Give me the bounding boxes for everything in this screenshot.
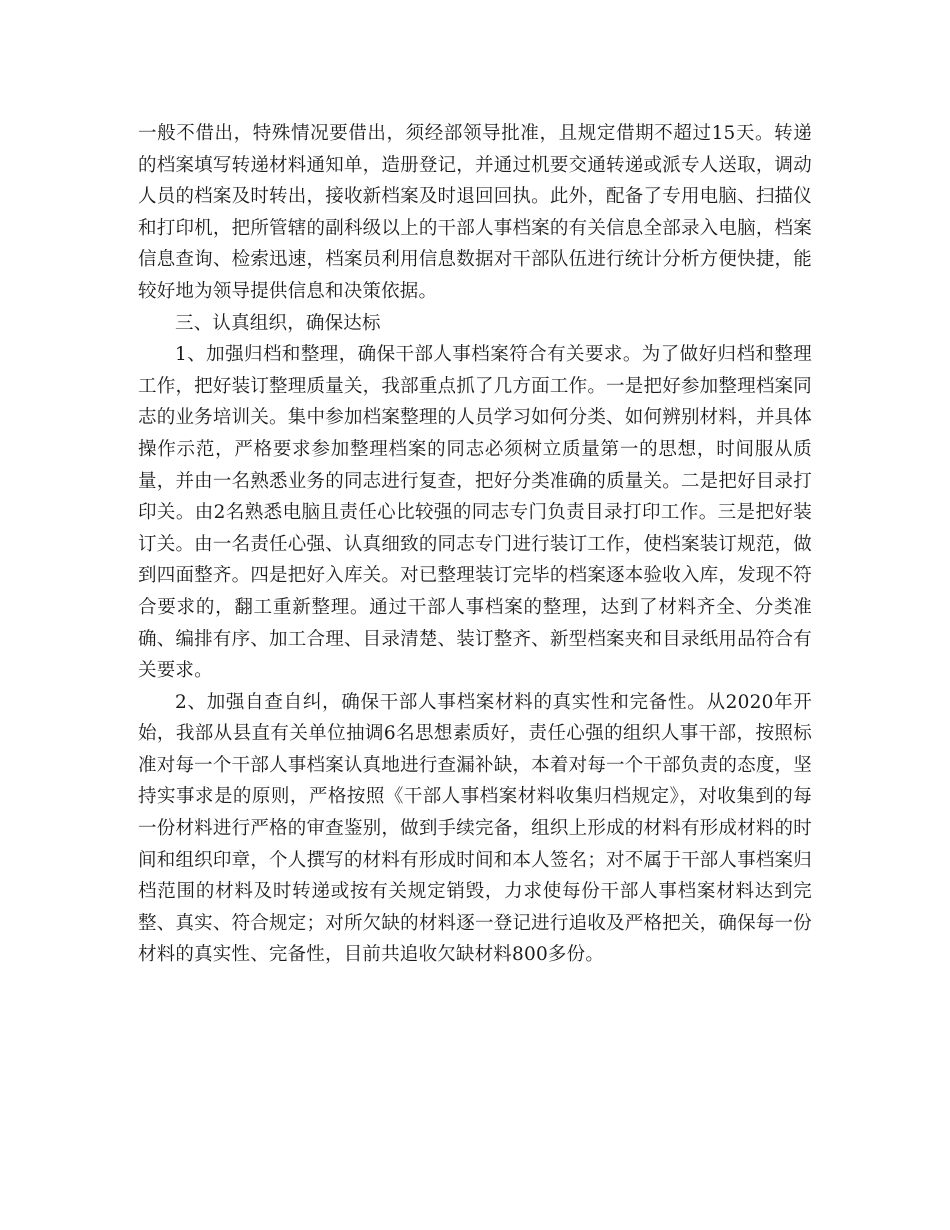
paragraph-filing-and-sorting: 1、加强归档和整理，确保干部人事档案符合有关要求。为了做好归档和整理工作，把好装订整理质量关，我部重点抓了几方面工作。一是把好参加整理档案同志的业务培训关。集中参加档案整理的人员学习如何分类、如何辨别材料，并具体操作示范，严格要求参加整理档案的同志必须树立质量第一的思想，时间服从质量，并由一名熟悉业务的同志进行复查，把好分类准确的质量关。二是把好目录打印关。由2名熟悉电脑且责任心比较强的同志专门负责目录打印工作。三是把好装订关。由一名责任心强、认真细致的同志专门进行装订工作，使档案装订规范，做到四面整齐。四是把好入库关。对已整理装订完毕的档案逐本验收入库，发现不符合要求的，翻工重新整理。通过干部人事档案的整理，达到了材料齐全、分类准确、编排有序、加工合理、目录清楚、装订整齐、新型档案夹和目录纸用品符合有关要求。 [138,344,812,682]
paragraph-self-inspection: 2、加强自查自纠，确保干部人事档案材料的真实性和完备性。从2020年开始，我部从县直有关单位抽调6名思想素质好，责任心强的组织人事干部，按照标准对每一个干部人事档案认真地进行查漏补缺，本着对每一个干部负责的态度，坚持实事求是的原则，严格按照《干部人事档案材料收集归档规定》，对收集到的每一份材料进行严格的审查鉴别，做到手续完备，组织上形成的材料有形成材料的时间和组织印章，个人撰写的材料有形成时间和本人签名；对不属于干部人事档案归档范围的材料及时转递或按有关规定销毁，力求使每份干部人事档案材料达到完整、真实、符合规定；对所欠缺的材料逐一登记进行追收及严格把关，确保每一份材料的真实性、完备性，目前共追收欠缺材料800多份。 [138,691,812,966]
section-heading-organize-and-meet-standards: 三、认真组织，确保达标 [175,312,381,334]
document-body [138,118,812,971]
paragraph-archive-management-continued: 一般不借出，特殊情况要借出，须经部领导批准，且规定借期不超过15天。转递的档案填写转递材料通知单，造册登记，并通过机要交通转递或派专人送取，调动人员的档案及时转出，接收新档案及时退回回执。此外，配备了专用电脑、扫描仪和打印机，把所管辖的副科级以上的干部人事档案的有关信息全部录入电脑，档案信息查询、检索迅速，档案员利用信息数据对干部队伍进行统计分析方便快捷，能较好地为领导提供信息和决策依据。 [138,123,812,302]
